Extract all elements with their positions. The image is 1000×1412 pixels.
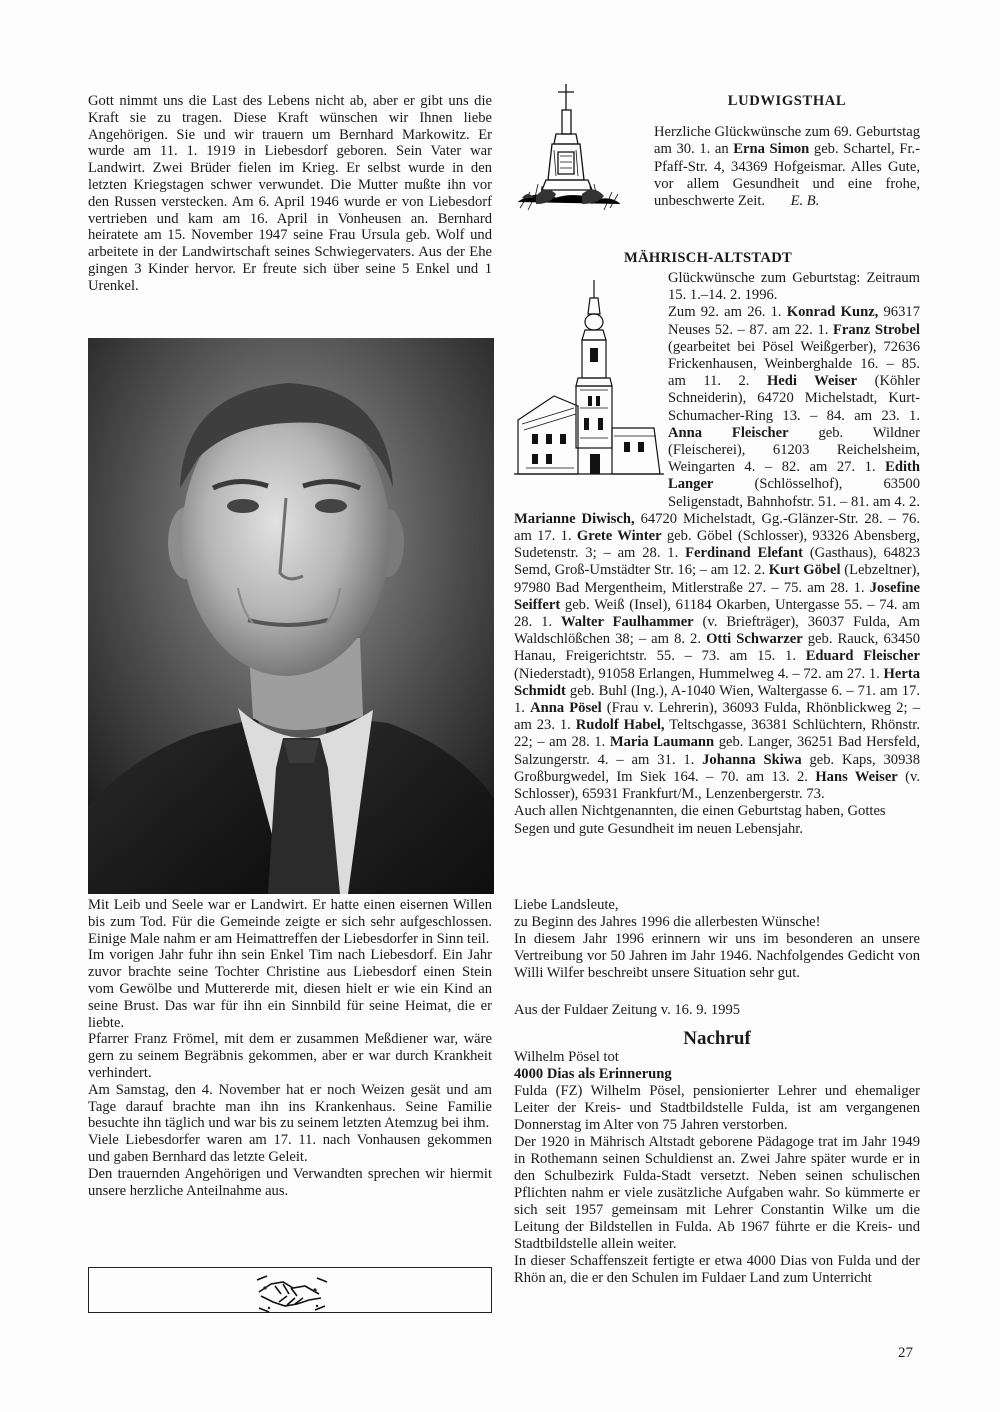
- person-name: Maria Laumann: [609, 734, 715, 751]
- obituary-intro-text: Gott nimmt uns die Last des Lebens nicht ab, aber er gibt uns die Kraft sie zu tragen. Diese Kraft wünschen wir Ihnen liebe Angehörigen. Sie und wir trauern um Bernhard Markowitz. Er wurde am 11. 1. 1919 in Liebesdorf geboren. Sein Vater war Landwirt. Zwei Brüder fielen im Krieg. Er selbst wurde in den letzten Kriegstagen schwer verwundet. Die Mutter mußte ihn vor den Russen verstecken. Am 6. April 1946 wurde er von Liebesdorf vertrieben und kam am 16. April in Vonheusen an. Bernhard heiratete am 15. November 1947 seine Frau Ursula geb. Wolf und arbeitete in der Landwirtschaft seines Schwiegervaters. Aus der Ehe gingen 3 Kinder hervor. Er freute sich über seine 5 Enkel und 1 Urenkel.: [88, 93, 492, 294]
- person-name: Eduard Fleischer: [805, 648, 920, 665]
- cross-icon: [516, 80, 622, 215]
- paragraph: Am Samstag, den 4. November hat er noch Weizen gesät und am Tage darauf brachte man ihn ins Krankenhaus. Seine Familie besuchte ihn täglich und war bis zu seinem letzten Atemzug bei ihm.: [88, 1081, 492, 1132]
- page-number: 27: [898, 1345, 913, 1361]
- person-name: Kurt Göbel: [768, 562, 841, 579]
- paragraph: Den trauernden Angehörigen und Verwandten sprechen wir hiermit unsere herzliche Anteilnahme aus.: [88, 1165, 492, 1199]
- handshake-box: [88, 1267, 492, 1313]
- nachruf-paragraph: Fulda (FZ) Wilhelm Pösel, pensionierter Lehrer und ehemaliger Leiter der Kreis- und Stadtbildstelle Fulda, ist am vergangenen Donnerstag im Alter von 75 Jahren verstorben.: [514, 1083, 920, 1133]
- letter-line: In diesem Jahr 1996 erinnern wir uns im besonderen an unsere Vertreibung vor 50 Jahren im Jahr 1946. Nachfolgendes Gedicht von Willi Wilfer beschreibt unsere Situation sehr gut.: [514, 931, 920, 981]
- person-name: Konrad Kunz,: [786, 304, 879, 321]
- portrait-photo: [88, 338, 494, 894]
- letter-line: zu Beginn des Jahres 1996 die allerbesten Wünsche!: [514, 914, 821, 930]
- church-spacer: [514, 270, 668, 496]
- ludwigsthal-text: Herzliche Glückwünsche zum 69. Geburtstag am 30. 1. an Erna Simon geb. Schartel, Fr.-Pfaff-Str. 4, 34369 Hofgeismar. Alles Gute, vor allem Gesundheit und eine frohe, unbeschwerte Zeit. E. B.: [654, 123, 921, 210]
- letter-greeting: Liebe Landsleute,: [514, 897, 619, 913]
- obituary-intro: [88, 93, 492, 295]
- ludwigsthal-heading: LUDWIGSTHAL: [727, 93, 847, 109]
- handshake-icon: [89, 1268, 493, 1314]
- person-name: Ferdinand Elefant: [685, 545, 803, 562]
- person-name: Herta Schmidt: [514, 665, 920, 699]
- paragraph: Pfarrer Franz Frömel, mit dem er zusammen Meßdiener war, wäre gern zu seinem Begräbnis gekommen, aber er war durch Krankheit verhindert.: [88, 1031, 492, 1081]
- person-name: Anna Pösel: [530, 700, 602, 717]
- nachruf-heading: Nachruf: [683, 1028, 751, 1049]
- nachruf-subtitle: Wilhelm Pösel tot: [514, 1049, 619, 1065]
- altstadt-heading: MÄHRISCH-ALTSTADT: [624, 250, 793, 266]
- person-name: Johanna Skiwa: [702, 751, 802, 768]
- signature: E. B.: [790, 193, 820, 210]
- obituary-body: [88, 897, 492, 1199]
- person-name: Grete Winter: [576, 528, 662, 545]
- altstadt-intro: Glückwünsche zum Geburtstag: Zeitraum 15. 1.–14. 2. 1996.: [668, 270, 920, 304]
- person-name: Josefine Seiffert: [514, 579, 920, 613]
- letter-source: Aus der Fuldaer Zeitung v. 16. 9. 1995: [514, 1002, 741, 1018]
- birthday-list: Zum 92. am 26. 1. Konrad Kunz, 96317 Neuses 52. – 87. am 22. 1. Franz Strobel (gearbeitet bei Pösel Weißgerber), 72636 Frickenhausen, Weinberghalde 16. – 85. am 11. 2. Hedi Weiser (Köhler Schneiderin), 64720 Michelstadt, Kurt-Schumacher-Ring 13. – 84. am 23. 1. Anna Fleischer geb. Wildner (Fleischerei), 61203 Reichelsheim, Weingarten 4. – 82. am 27. 1. Edith Langer (Schlösselhof), 63500 Seligenstadt, Bahnhofstr. 51. – 81. am 4. 2. Marianne Diwisch, 64720 Michelstadt, Gg.-Glänzer-Str. 28. – 76. am 17. 1. Grete Winter geb. Göbel (Schlosser), 93326 Abensberg, Sudetenstr. 3; – am 28. 1. Ferdinand Elefant (Gasthaus), 64823 Semd, Groß-Umstädter Str. 16; – am 12. 2. Kurt Göbel (Lebzeltner), 97980 Bad Mergentheim, Mitlerstraße 27. – 75. am 28. 1. Josefine Seiffert geb. Weiß (Insel), 61184 Okarben, Untergasse 55. – 74. am 28. 1. Walter Faulhammer (v. Briefträger), 36037 Fulda, Am Waldschlößchen 38; – am 8. 2. Otti Schwarzer geb. Rauck, 63450 Hanau, Freigerichtstr. 55. – 73. am 15. 1. Eduard Fleischer (Niederstadt), 91058 Erlangen, Hummelweg 4. – 72. am 27. 1. Herta Schmidt geb. Buhl (Ing.), A-1040 Wien, Waltergasse 6. – 71. am 17. 1. Anna Pösel (Frau v. Lehrerin), 36093 Fulda, Rhönblickweg 2; – am 23. 1. Rudolf Habel, Teltschgasse, 36381 Schlüchtern, Rhönstr. 22; – am 28. 1. Maria Laumann geb. Langer, 36251 Bad Hersfeld, Salzungerstr. 4. – am 31. 1. Johanna Skiwa geb. Kaps, 30938 Großburgwedel, Im Siek 164. – 70. am 13. 2. Hans Weiser (v. Schlosser), 65931 Frankfurt/M., Lenzenbergerstr. 73.: [514, 304, 921, 803]
- paragraph: Im vorigen Jahr fuhr ihn sein Enkel Tim nach Liebesdorf. Ein Jahr zuvor brachte seine Tochter Christine aus Liebesdorf einen Stein vom Gewölbe und Muttererde mit, diesen hielt er wie ein Kind an seine Brust. Das war für ihn ein Sinnbild für seine Heimat, die er liebte.: [88, 947, 492, 1031]
- person-name: Erna Simon: [733, 141, 810, 158]
- person-name: Franz Strobel: [832, 321, 920, 338]
- person-name: Anna Fleischer: [668, 424, 789, 441]
- letter-section: [514, 897, 920, 1019]
- nachruf-paragraph: In dieser Schaffenszeit fertigte er etwa 4000 Dias von Fulda und der Rhön an, die er den Schulen im Fuldaer Land zum Unterricht: [514, 1253, 920, 1286]
- wayside-cross-illustration: [516, 80, 622, 215]
- nachruf-section: [514, 1030, 920, 1287]
- altstadt-birthdays: [514, 270, 920, 838]
- portrait-illustration: [88, 338, 494, 894]
- person-name: Walter Faulhammer: [561, 614, 694, 631]
- person-name: Marianne Diwisch,: [514, 510, 635, 527]
- altstadt-heading-wrap: [624, 250, 924, 267]
- nachruf-title: 4000 Dias als Erinnerung: [514, 1066, 672, 1082]
- person-name: Otti Schwarzer: [706, 631, 803, 648]
- nachruf-paragraph: Der 1920 in Mährisch Altstadt geborene Pädagoge trat im Jahr 1949 in Rothemann seinen Schuldienst an. Zwei Jahre später wurde er in den Schulbezirk Fulda-Stadt versetzt. Neben seinen schulischen Pflichten nahm er viele zusätzliche Aufgaben wahr. So kümmerte er sich seit 1957 gemeinsam mit Lehrer Constantin Wilke um die Leitung der Bildstellen in Fulda. Ab 1967 führte er die Kreis- und Stadtbildstelle allein weiter.: [514, 1134, 920, 1252]
- ludwigsthal-section: [654, 93, 920, 211]
- paragraph: Mit Leib und Seele war er Landwirt. Er hatte einen eisernen Willen bis zum Tod. Für die Gemeinde zeigte er sich sehr aufgeschlossen. Einige Male nahm er am Heimattreffen der Liebesdorfer in Sinn teil.: [88, 897, 492, 947]
- altstadt-closing: Auch allen Nichtgenannten, die einen Geburtstag haben, Gottes Segen und gute Gesundheit im neuen Lebensjahr.: [514, 803, 886, 837]
- person-name: Rudolf Habel,: [575, 717, 665, 734]
- person-name: Edith Langer: [668, 459, 920, 493]
- person-name: Hedi Weiser: [766, 373, 858, 390]
- paragraph: Viele Liebesdorfer waren am 17. 11. nach Vonhausen gekommen und gaben Bernhard das letzte Geleit.: [88, 1132, 492, 1165]
- person-name: Hans Weiser: [815, 768, 898, 785]
